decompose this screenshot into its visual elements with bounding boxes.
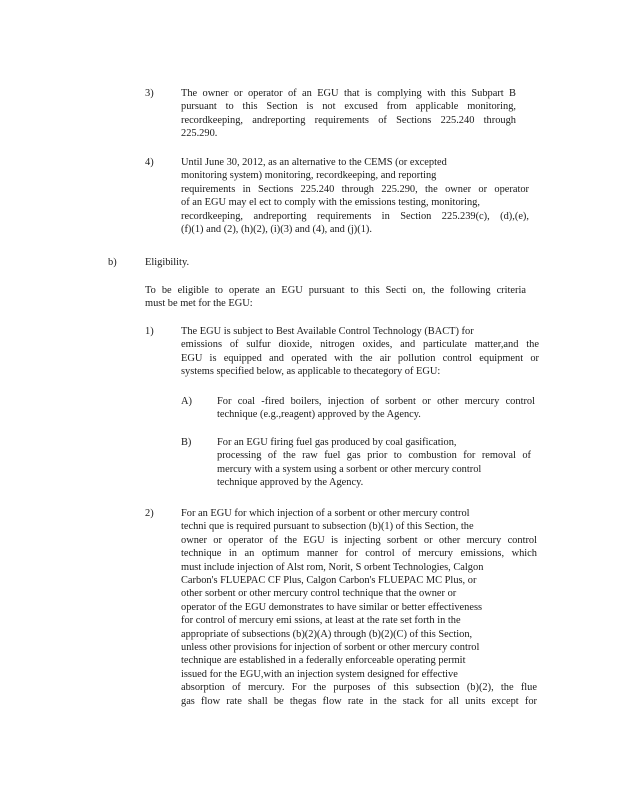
text-line: techni que is required pursuant to subsection (b)(1) of this Section, the xyxy=(181,521,474,533)
text-line: for control of mercury emi ssions, at least at the rate set forth in the xyxy=(181,615,461,627)
text-line: issued for the EGU,with an injection system designed for effective xyxy=(181,668,458,680)
text-line: For an EGU for which injection of a sorbent or other mercury control xyxy=(181,508,470,519)
text-line: EGU is equipped and operated with the air pollution control equipment or xyxy=(181,352,539,364)
item-b2-number: 2) xyxy=(145,508,154,519)
text-line: must be met for the EGU: xyxy=(145,298,253,310)
item-b1-text xyxy=(181,325,539,379)
text-line: monitoring system) monitoring, recordkeeping, and reporting xyxy=(181,170,437,182)
text-line: recordkeeping, andreporting requirements in Section 225.239(c), (d),(e), xyxy=(181,210,529,222)
text-line: The owner or operator of an EGU that is complying with this Subpart B xyxy=(181,88,516,99)
text-line: Carbon's FLUEPAC CF Plus, Calgon Carbon's FLUEPAC MC Plus, or xyxy=(181,575,477,587)
text-line: must include injection of Alst rom, Norit, S orbent Technologies, Calgon xyxy=(181,561,484,573)
heading-text: Eligibility. xyxy=(145,257,190,268)
text-line: of an EGU may el ect to comply with the emissions testing, monitoring, xyxy=(181,197,480,209)
text-line: For an EGU firing fuel gas produced by coal gasification, xyxy=(217,437,457,448)
text-line: other sorbent or other mercury control technique that the owner or xyxy=(181,588,457,600)
text-line: systems specified below, as applicable to thecategory of EGU: xyxy=(181,366,441,378)
text-line: (f)(1) and (2), (h)(2), (i)(3) and (4), and (j)(1). xyxy=(181,224,372,236)
text-line: emissions of sulfur dioxide, nitrogen oxides, and particulate matter,and the xyxy=(181,339,539,351)
section-b-heading xyxy=(145,256,189,269)
item-3-number: 3) xyxy=(145,88,154,99)
text-line: owner or operator of the EGU is injecting sorbent or other mercury control xyxy=(181,534,537,546)
text-line: mercury with a system using a sorbent or other mercury control xyxy=(217,463,482,475)
item-b1-a-text xyxy=(217,395,535,422)
text-line: operator of the EGU demonstrates to have similar or better effectiveness xyxy=(181,601,483,613)
text-line: absorption of mercury. For the purposes of this subsection (b)(2), the flue xyxy=(181,682,537,694)
text-line: Until June 30, 2012, as an alternative to the CEMS (or excepted xyxy=(181,157,447,168)
text-line: unless other provisions for injection of sorbent or other mercury control xyxy=(181,642,480,654)
item-b1-b-text xyxy=(217,436,531,490)
item-b1-a-number: A) xyxy=(181,396,192,407)
section-b-intro xyxy=(145,284,526,311)
text-line: processing of the raw fuel gas prior to combustion for removal of xyxy=(217,450,531,462)
item-4-number: 4) xyxy=(145,157,154,168)
text-line: For coal -fired boilers, injection of sorbent or other mercury control xyxy=(217,396,535,407)
item-b2-text xyxy=(181,507,537,708)
item-3-text xyxy=(181,87,516,141)
item-4-text xyxy=(181,156,529,236)
text-line: 225.290. xyxy=(181,128,218,140)
text-line: To be eligible to operate an EGU pursuant to this Secti on, the following criteria xyxy=(145,285,526,296)
item-b1-b-number: B) xyxy=(181,437,192,448)
text-line: technique approved by the Agency. xyxy=(217,477,364,489)
text-line: gas flow rate shall be thegas flow rate in the stack for all units except for xyxy=(181,695,537,707)
text-line: appropriate of subsections (b)(2)(A) through (b)(2)(C) of this Section, xyxy=(181,628,473,640)
text-line: requirements in Sections 225.240 through 225.290, the owner or operator xyxy=(181,183,529,195)
section-b-label: b) xyxy=(108,257,117,268)
text-line: technique in an optimum manner for control of mercury emissions, which xyxy=(181,548,537,560)
text-line: technique (e.g.,reagent) approved by the Agency. xyxy=(217,409,421,421)
text-line: The EGU is subject to Best Available Control Technology (BACT) for xyxy=(181,326,474,337)
text-line: pursuant to this Section is not excused from applicable monitoring, xyxy=(181,101,516,113)
text-line: recordkeeping, andreporting requirements of Sections 225.240 through xyxy=(181,114,516,126)
text-line: technique are established in a federally enforceable operating permit xyxy=(181,655,466,667)
item-b1-number: 1) xyxy=(145,326,154,337)
